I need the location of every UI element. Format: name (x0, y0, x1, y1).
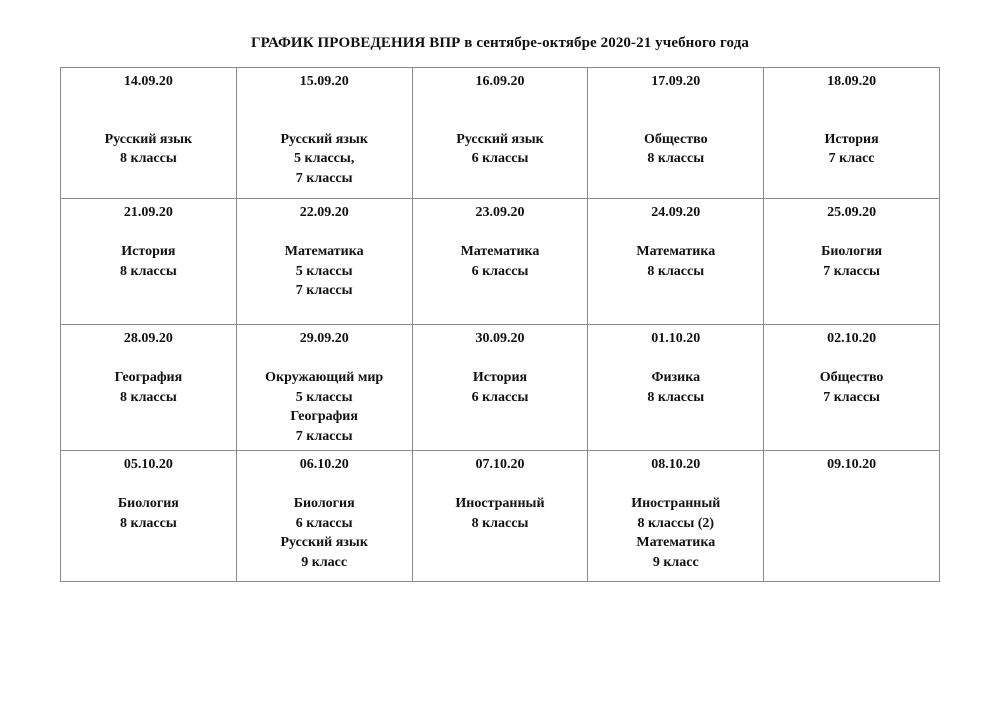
schedule-cell (764, 451, 940, 582)
cell-subject: Окружающий мир (265, 370, 384, 385)
cell-date: 23.09.20 (475, 205, 525, 220)
cell-subject: История (121, 244, 176, 259)
cell-subject: Общество (819, 370, 884, 385)
cell-grade: 6 классы (295, 515, 353, 531)
schedule-cell (412, 451, 588, 582)
cell-subject: Математика (284, 244, 364, 259)
cell-grade: 8 классы (120, 389, 177, 405)
schedule-cell (61, 68, 237, 199)
cell-grade: 8 классы (647, 151, 705, 166)
cell-grade: 8 классы (120, 263, 177, 279)
cell-subject: Иностранный (631, 496, 721, 511)
cell-subject: Русский язык (104, 131, 193, 147)
cell-grade: 7 классы (823, 263, 880, 279)
cell-date: 06.10.20 (299, 457, 349, 472)
cell-date: 18.09.20 (827, 74, 877, 89)
cell-grade: 8 классы (120, 515, 177, 531)
cell-subject: Физика (651, 370, 701, 385)
schedule-cell (236, 199, 412, 325)
cell-grade: 8 классы (471, 515, 529, 531)
schedule-cell (412, 68, 588, 199)
schedule-cell (412, 199, 588, 325)
cell-subject: Общество (643, 131, 708, 147)
cell-date: 07.10.20 (475, 457, 525, 472)
cell-subject: Биология (117, 496, 179, 511)
cell-date: 05.10.20 (123, 457, 173, 472)
schedule-cell (588, 451, 764, 582)
page-title: ГРАФИК ПРОВЕДЕНИЯ ВПР в сентябре-октябре 2020-21 учебного года (250, 35, 750, 51)
schedule-cell (61, 199, 237, 325)
cell-date: 28.09.20 (123, 331, 173, 346)
cell-subject: Биология (293, 496, 355, 511)
cell-date: 08.10.20 (651, 457, 701, 472)
schedule-cell (236, 68, 412, 199)
cell-date: 29.09.20 (299, 331, 349, 346)
cell-date: 16.09.20 (475, 74, 525, 89)
schedule-cell (764, 68, 940, 199)
cell-date: 09.10.20 (827, 457, 877, 472)
cell-subject: Математика (636, 535, 716, 550)
schedule-cell (588, 199, 764, 325)
cell-date: 30.09.20 (475, 331, 525, 346)
cell-subject: Русский язык (280, 535, 368, 550)
cell-subject: История (472, 370, 528, 385)
schedule-cell (236, 451, 412, 582)
cell-subject: География (114, 370, 183, 385)
cell-grade: 6 классы (471, 389, 529, 405)
table-row (61, 68, 940, 199)
cell-grade: 7 классы (295, 283, 353, 298)
cell-grade: 5 классы (295, 263, 353, 279)
table-row (61, 325, 940, 451)
cell-grade: 7 классы (295, 170, 353, 186)
schedule-cell (412, 325, 588, 451)
cell-grade: 8 классы (2) (637, 515, 715, 531)
cell-date: 21.09.20 (123, 205, 173, 220)
cell-grade: 8 классы (647, 389, 705, 405)
cell-date: 14.09.20 (123, 74, 173, 89)
cell-subject: Математика (460, 244, 540, 259)
schedule-cell (236, 325, 412, 451)
schedule-cell (61, 325, 237, 451)
cell-date: 25.09.20 (827, 205, 877, 220)
cell-date: 22.09.20 (299, 205, 349, 220)
schedule-cell (588, 68, 764, 199)
cell-subject: Иностранный (455, 496, 545, 511)
cell-grade: 5 классы (295, 389, 353, 405)
cell-grade: 5 классы, (294, 151, 355, 166)
table-row (61, 199, 940, 325)
cell-subject: География (290, 409, 358, 424)
cell-date: 15.09.20 (299, 74, 349, 89)
schedule-cell (61, 451, 237, 582)
cell-grade: 9 класс (301, 554, 348, 570)
cell-grade: 9 класс (652, 554, 699, 570)
cell-grade: 6 классы (471, 263, 529, 279)
cell-grade: 8 классы (120, 151, 177, 166)
cell-subject: История (824, 131, 879, 147)
cell-date: 24.09.20 (651, 205, 701, 220)
cell-subject: Математика (636, 244, 716, 259)
cell-date: 17.09.20 (651, 74, 701, 89)
schedule-cell (764, 199, 940, 325)
schedule-cell (588, 325, 764, 451)
schedule-table (60, 67, 940, 582)
schedule-cell (764, 325, 940, 451)
cell-subject: Русский язык (456, 131, 544, 147)
cell-grade: 7 классы (295, 428, 353, 444)
cell-subject: Русский язык (280, 131, 368, 147)
cell-date: 02.10.20 (827, 331, 877, 346)
cell-grade: 6 классы (471, 151, 529, 166)
table-row (61, 451, 940, 582)
cell-grade: 7 классы (823, 389, 880, 405)
cell-date: 01.10.20 (651, 331, 701, 346)
cell-grade: 7 класс (828, 151, 875, 166)
cell-subject: Биология (821, 244, 883, 259)
cell-grade: 8 классы (647, 263, 705, 279)
